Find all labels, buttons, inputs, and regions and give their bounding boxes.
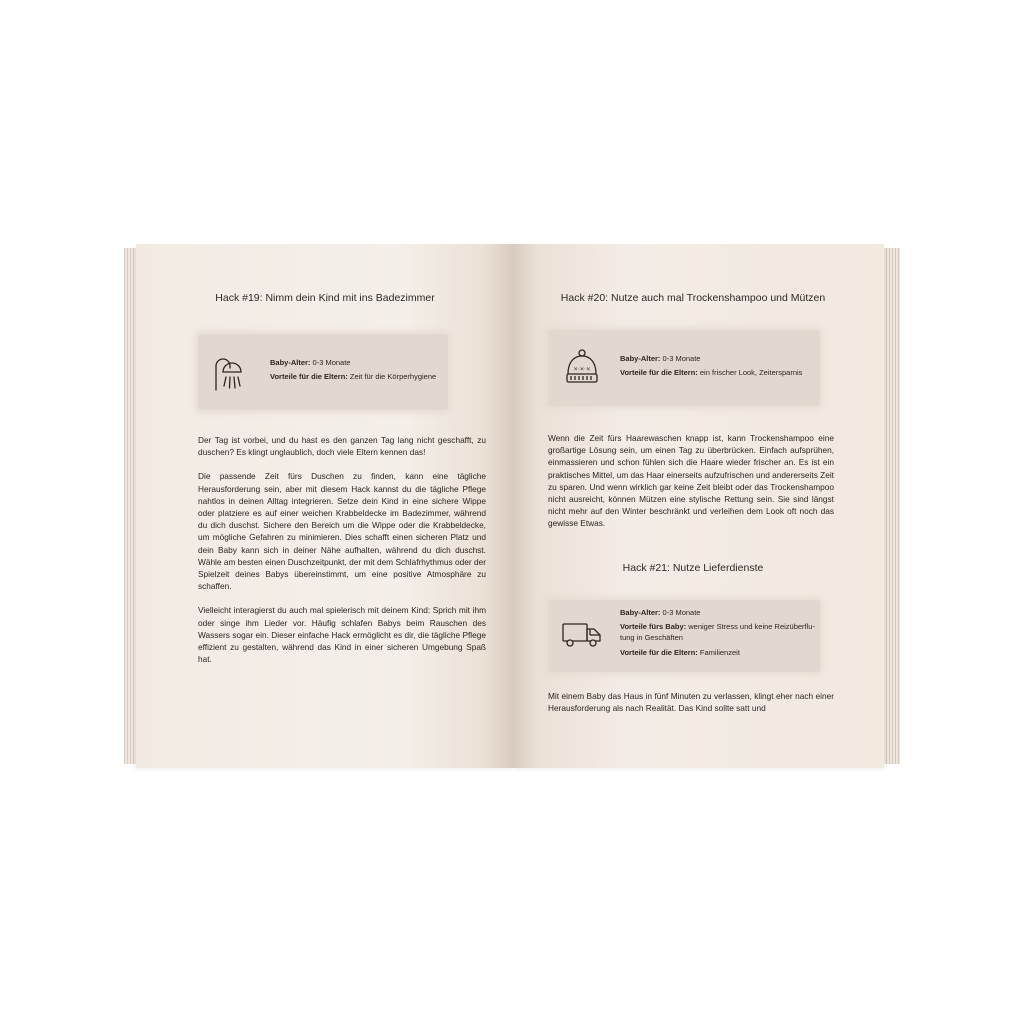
paragraph: Die passende Zeit fürs Duschen zu finden, kann eine tägliche Herausforderung sein, aber mit diesem Hack kannst du die tägliche Pflege nahtlos in deinen Alltag integrieren. Setze dein Kind in eine sichere Wippe oder platziere es auf einer weichen Krabbeldecke im Badezimmer, während du dich duschst. Sichere den Bereich um die Wippe oder die Krabbeldecke, um mögliche Gefahren zu minimieren. Dies schafft einen sicheren Platz und dein Baby kann sich in deiner Nähe aufhalten, während du dich duschst. Wähle am besten einen Duschzeitpunkt, der mit dem Schlafrhythmus oder der Spielzeit deines Babys übereinstimmt, um eine positive Atmosphäre zu schaffen.: [198, 471, 486, 592]
hack-19-info-box: [198, 334, 448, 410]
hack-20-baby-age: Baby-Alter: 0-3 Monate: [620, 354, 701, 363]
hack-19-baby-age: Baby-Alter: 0-3 Monate: [270, 358, 351, 367]
hack-21-baby-age: Baby-Alter: 0-3 Monate: [620, 608, 701, 617]
hack-19-parent-benefits: Vorteile für die Eltern: Zeit für die Körperhygiene: [270, 372, 437, 381]
hack-20-parent-benefits: Vorteile für die Eltern: ein frischer Look, Zeitersparnis: [620, 368, 803, 377]
beanie-hat-icon: [562, 348, 602, 388]
open-book: [124, 240, 900, 772]
right-page: [512, 244, 884, 768]
hack-20-body: [548, 432, 834, 542]
hack-21-baby-benefits-cont: tung in Geschäften: [620, 633, 683, 642]
hack-21-parent-benefits: Vorteile für die Eltern: Familienzeit: [620, 648, 740, 657]
hack-21-baby-benefits: Vorteile fürs Baby: weniger Stress und keine Reizüberflu-: [620, 622, 815, 631]
hack-21-title: Hack #21: Nutze Lieferdienste: [622, 562, 764, 574]
svg-text:×·×·×: ×·×·×: [573, 366, 591, 373]
hack-20-info-box: [548, 330, 820, 406]
right-page-edges: [884, 248, 900, 764]
hack-20-title: Hack #20: Nutze auch mal Trockenshampoo und Mützen: [560, 292, 826, 304]
paragraph: Vielleicht interagierst du auch mal spielerisch mit deinem Kind: Sprich mit ihm oder singe ihm Lieder vor. Häufig schlafen Babys beim Rauschen des Wassers sogar ein. Dieser einfache Hack ermöglicht es dir, die tägliche Pflege effizient zu gestalten, während das Kind in einer sicheren Umgebung Spaß hat.: [198, 605, 486, 665]
hack-19-body: [198, 434, 486, 677]
left-page: [136, 244, 514, 768]
paragraph: Der Tag ist vorbei, und du hast es den ganzen Tag lang nicht geschafft, zu duschen? Es klingt unglaublich, doch viele Eltern kennen das!: [198, 435, 486, 458]
paragraph: Mit einem Baby das Haus in fünf Minuten zu verlassen, klingt eher nach einer Herausforderung als nach Realität. Das Kind sollte satt und: [548, 691, 834, 714]
paragraph: Wenn die Zeit fürs Haarewaschen knapp ist, kann Trockenshampoo eine großartige Lösung sein, um einen Tag zu überbrücken. Einfach aufsprühen, einmassieren und schon fühlen sich die Haare wieder frischer an. Es ist ein praktisches Mittel, um das Haar einerseits aufzufrischen und andererseits Zeit zu sparen. Und wenn wirklich gar keine Zeit bleibt oder das Trockenshampoo nicht ausreicht, können Mützen eine stylische Rettung sein. Sie sind längst nicht mehr auf den Winter beschränkt und verleihen dem Look oft noch das gewisse Etwas.: [548, 433, 834, 529]
shower-icon: [212, 352, 252, 392]
delivery-truck-icon: [562, 614, 602, 654]
hack-19-title: Hack #19: Nimm dein Kind mit ins Badezimmer: [215, 292, 435, 304]
hack-21-info-box: [548, 600, 820, 672]
hack-21-body: [548, 690, 834, 726]
